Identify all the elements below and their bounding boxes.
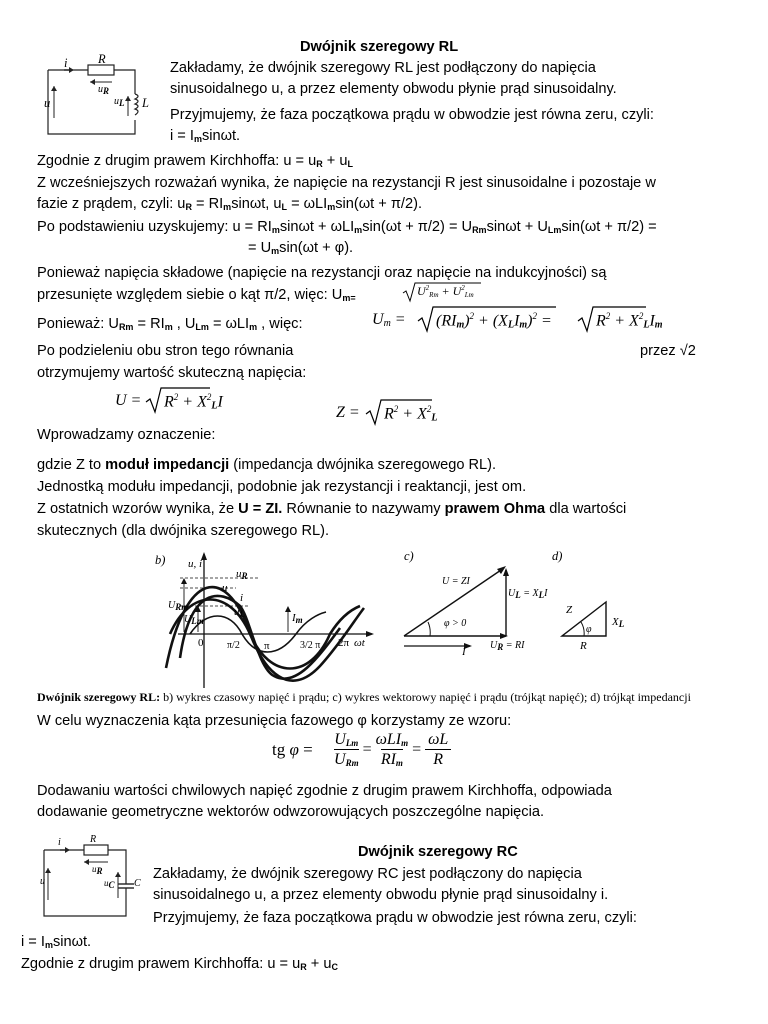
rl-para-6: przesunięte względem siebie o kąt π/2, więc: $U_{m=}$ [37, 287, 356, 303]
rl-para-2: fazie z prądem, czyli: $u_R = RI_m\sin\omega t$, $u_L = \omega LI_m\sin(\omega t + \pi/2)$. [37, 196, 423, 212]
formula-u: U = [115, 392, 142, 409]
fig-b-zero: 0 [198, 637, 204, 649]
fig-b-p32: 3/2 π [300, 640, 321, 651]
fig-c-UZI: U = ZI [442, 576, 470, 587]
fig-b-pi: π [264, 640, 270, 652]
formula-z-body: $R^2 + X^2_L$ [384, 404, 438, 424]
rl-circ-u: u [44, 96, 51, 110]
rl-para-7: Ponieważ: $U_{Rm} = RI_m$ , $U_{Lm} = \omega LI_m$ , więc: [37, 316, 303, 332]
fig-d-Z: Z [566, 604, 573, 616]
rc-intro-3: Przyjmujemy, że faza początkowa prądu w obwodzie jest równa zeru, czyli: [153, 910, 637, 926]
fig-label-b: b) [155, 553, 166, 567]
fig-b-pi2: π/2 [227, 640, 240, 651]
fig-c-phi: φ > 0 [444, 618, 467, 629]
rl-kirchhoff: Zgodnie z drugim prawem Kirchhoffa: $u = u_R + u_L$ [37, 153, 353, 169]
rl-para-15: W celu wyznaczenia kąta przesunięcia fazowego φ korzystamy ze wzoru: [37, 713, 512, 729]
rc-circ-uR: $u_R$ [92, 864, 103, 876]
rl-para-9: otrzymujemy wartość skuteczną napięcia: [37, 365, 307, 381]
fig-b-uR: $u_R$ [236, 568, 248, 581]
fig-c-I: I [462, 646, 466, 658]
rl-circ-R: R [98, 52, 106, 66]
fig-d-phi: φ [586, 624, 592, 635]
rl-para-8-right: przez √2 [640, 343, 696, 359]
fig-d-XL: $X_L$ [612, 616, 625, 629]
fig-label-d: d) [552, 549, 563, 563]
fig-b-p2pi: 2π [338, 637, 350, 649]
formula-u-body: $R^2 + X^2_LI$ [164, 392, 223, 412]
fig-b-Im: $I_m$ [292, 612, 303, 625]
formula-tg-frac: $U_{Lm}$ $U_{Rm} = \omega LI_m$ $RI_m = \omega L$ R [334, 731, 451, 769]
formula-tg: tg φ = [272, 740, 313, 759]
fig-c-URRI: $U_R$ = RI [490, 640, 525, 652]
fig-b-uL: $u_L$ [234, 606, 245, 619]
rl-para-16: Dodawaniu wartości chwilowych napięć zgodnie z drugim prawem Kirchhoffa, odpowiada [37, 783, 612, 799]
rl-para-14: skutecznych (dla dwójnika szeregowego RL). [37, 523, 330, 539]
fig-label-c: c) [404, 549, 414, 563]
rl-para-4: = $U_m\sin(\omega t + \varphi)$. [248, 240, 354, 256]
fig-c-ULXL: $U_L = X_LI$ [508, 588, 548, 600]
rl-para-11: gdzie Z to moduł impedancji (impedancja dwójnika szeregowego RL). [37, 457, 497, 473]
fig-b-ULm: $U_{Lm}$ [184, 614, 204, 626]
formula-um: $U_m$ = [372, 311, 406, 329]
rl-intro-2: sinusoidalnego u, a przez elementy obwodu płynie prąd sinusoidalny. [170, 81, 617, 97]
rl-para-10: Wprowadzamy oznaczenie: [37, 427, 216, 443]
rl-circ-uL: $u_L$ [114, 96, 125, 108]
fig-b-URm: $U_{Rm}$ [168, 600, 189, 612]
rl-para-8: Po podzieleniu obu stron tego równania [37, 343, 294, 359]
fig-b-u: u [222, 582, 228, 594]
rl-intro-4: $i = I_m\sin\omega t$. [170, 128, 241, 144]
rc-circ-u: u [40, 876, 45, 887]
rl-title: Dwójnik szeregowy RL [300, 39, 459, 55]
rl-para-3: Po podstawieniu uzyskujemy: $u = RI_m\sin\omega t + \omega LI_m\sin(\omega t + \pi/2) = U_{Rm}\sin\omega t + U_{Lm}\sin(\omega t + \pi/2)$ = [37, 219, 657, 235]
fig-b-ui: u, i [188, 558, 203, 570]
rl-intro-1: Zakładamy, że dwójnik szeregowy RL jest podłączony do napięcia [170, 60, 596, 76]
formula-um-sum: $U^2_{Rm} + U^2_{Lm}$ [417, 284, 474, 299]
rc-intro-4: $i = I_m\sin\omega t$. [21, 934, 92, 950]
rc-circ-C: C [134, 878, 141, 889]
rl-circ-L: L [142, 96, 149, 110]
rc-circ-i: i [58, 837, 61, 848]
figure-caption: Dwójnik szeregowy RL: b) wykres czasowy napięć i prądu; c) wykres wektorowy napięć i prądu (trójkąt napięć); d) trójkąt impedancji [37, 690, 691, 704]
rl-circ-i: i [64, 56, 68, 70]
rc-intro-1: Zakładamy, że dwójnik szeregowy RC jest podłączony do napięcia [153, 866, 582, 882]
rc-title: Dwójnik szeregowy RC [358, 844, 518, 860]
rl-intro-3: Przyjmujemy, że faza początkowa prądu w obwodzie jest równa zeru, czyli: [170, 107, 654, 123]
rl-para-1: Z wcześniejszych rozważań wynika, że napięcie na rezystancji R jest sinusoidalne i pozostaje w [37, 175, 656, 191]
rc-circ-uC: $u_C$ [104, 878, 115, 890]
fig-b-i: i [240, 592, 244, 604]
rc-kirchhoff: Zgodnie z drugim prawem Kirchhoffa: $u = u_R + u_C$ [21, 956, 338, 972]
fig-b-wt: ωt [354, 637, 365, 649]
formula-um-body: $(RI_m)^2 + (X_LI_m)^2$ = [436, 311, 552, 331]
rc-circ-R: R [90, 834, 97, 845]
rl-circ-uR: $u_R$ [98, 84, 110, 96]
fig-d-R: R [580, 640, 587, 652]
rl-para-12: Jednostką modułu impedancji, podobnie jak rezystancji i reaktancji, jest om. [37, 479, 527, 495]
rl-para-17: dodawanie geometryczne wektorów odwzorowujących poszczególne napięcia. [37, 804, 545, 820]
formula-z: Z = [336, 404, 360, 421]
rl-para-5: Ponieważ napięcia składowe (napięcie na rezystancji oraz napięcie na indukcyjności) są [37, 265, 607, 281]
rc-circuit-diagram [38, 838, 148, 920]
rc-intro-2: sinusoidalnego u, a przez elementy obwodu płynie prąd sinusoidalny i. [153, 887, 609, 903]
formula-um-result: $R^2 + X^2_LI_m$ [596, 311, 663, 331]
rl-para-13: Z ostatnich wzorów wynika, że U = ZI. Równanie to nazywamy prawem Ohma dla wartości [37, 501, 627, 517]
